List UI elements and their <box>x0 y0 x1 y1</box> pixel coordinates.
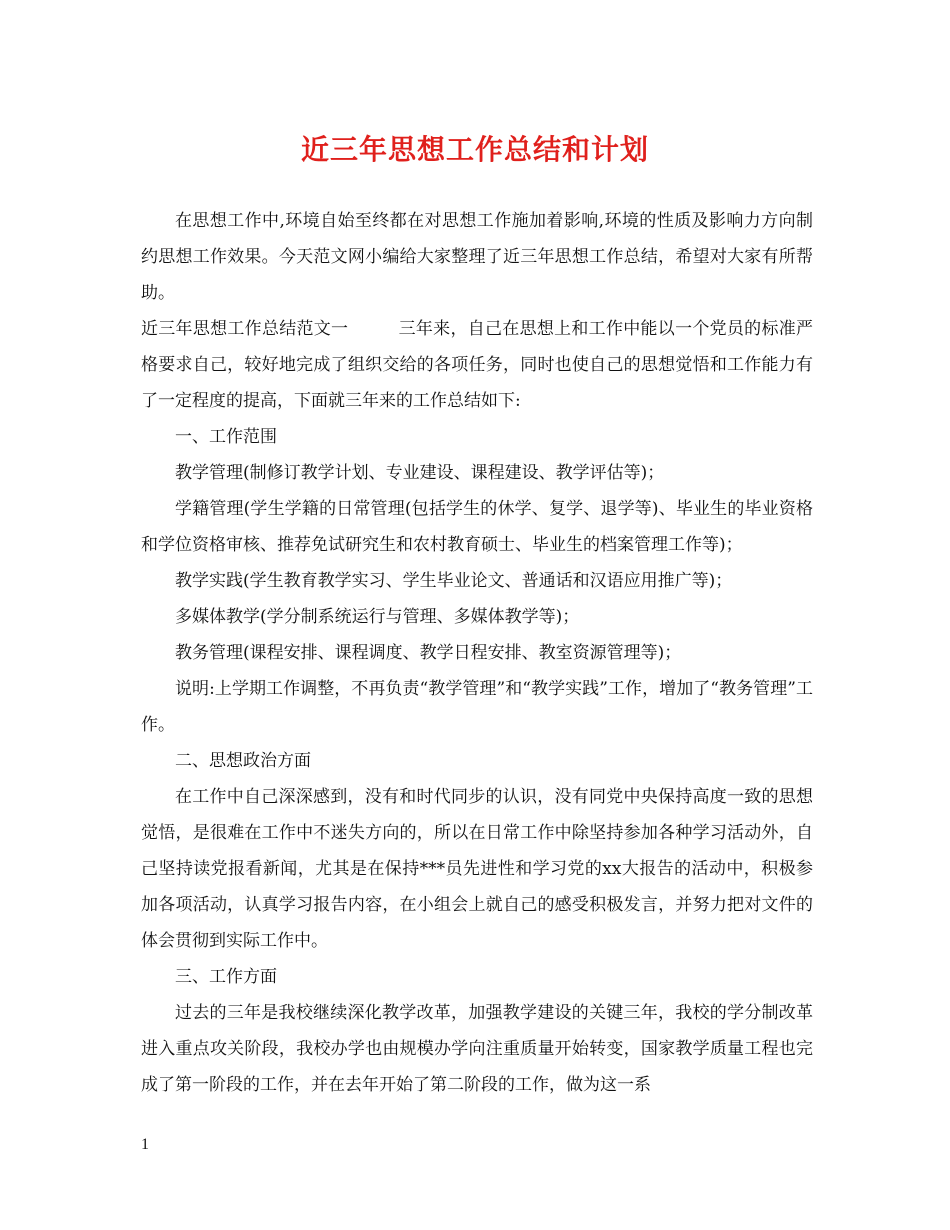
section-heading-2: 二、思想政治方面 <box>175 751 311 771</box>
list-item: 教务管理(课程安排、课程调度、教学日程安排、教室资源管理等)； <box>175 643 682 663</box>
list-item: 教学管理(制修订教学计划、专业建设、课程建设、教学评估等)； <box>175 463 665 483</box>
document-body <box>141 203 813 1103</box>
list-item: 多媒体教学(学分制系统运行与管理、多媒体教学等)； <box>175 607 580 627</box>
section-heading-1: 一、工作范围 <box>175 427 277 447</box>
list-item: 教学实践(学生教育教学实习、学生毕业论文、普通话和汉语应用推广等)； <box>175 571 733 591</box>
note-paragraph: 说明:上学期工作调整，不再负责“教学管理”和“教学实践”工作，增加了“教务管理”工作。 <box>141 679 813 735</box>
list-item: 学籍管理(学生学籍的日常管理(包括学生的休学、复学、退学等)、毕业生的毕业资格和学位资格审核、推荐免试研究生和农村教育硕士、毕业生的档案管理工作等)； <box>141 499 813 555</box>
section-heading-3: 三、工作方面 <box>175 967 277 987</box>
sample-paragraph <box>141 311 813 419</box>
work-paragraph: 过去的三年是我校继续深化教学改革，加强教学建设的关键三年，我校的学分制改革进入重点攻关阶段，我校办学也由规模办学向注重质量开始转变，国家教学质量工程也完成了第一阶段的工作，并在去年开始了第二阶段的工作，做为这一系 <box>141 1003 813 1095</box>
intro-paragraph: 在思想工作中,环境自始至终都在对思想工作施加着影响,环境的性质及影响力方向制约思想工作效果。今天范文网小编给大家整理了近三年思想工作总结，希望对大家有所帮助。 <box>141 211 813 303</box>
document-title: 近三年思想工作总结和计划 <box>300 133 649 166</box>
sample-text: 三年来，自己在思想上和工作中能以一个党员的标准严格要求自己，较好地完成了组织交给的各项任务，同时也使自己的思想觉悟和工作能力有了一定程度的提高，下面就三年来的工作总结如下: <box>141 319 814 411</box>
page-number: 1 <box>141 1136 149 1153</box>
political-paragraph: 在工作中自己深深感到，没有和时代同步的认识，没有同党中央保持高度一致的思想觉悟，是很难在工作中不迷失方向的，所以在日常工作中除坚持参加各种学习活动外，自己坚持读党报看新闻，尤其是在保持***员先进性和学习党的xx大报告的活动中，积极参加各项活动，认真学习报告内容，在小组会上就自己的感受积极发言，并努力把对文件的体会贯彻到实际工作中。 <box>141 787 813 951</box>
sample-heading: 近三年思想工作总结范文一 <box>141 319 349 339</box>
